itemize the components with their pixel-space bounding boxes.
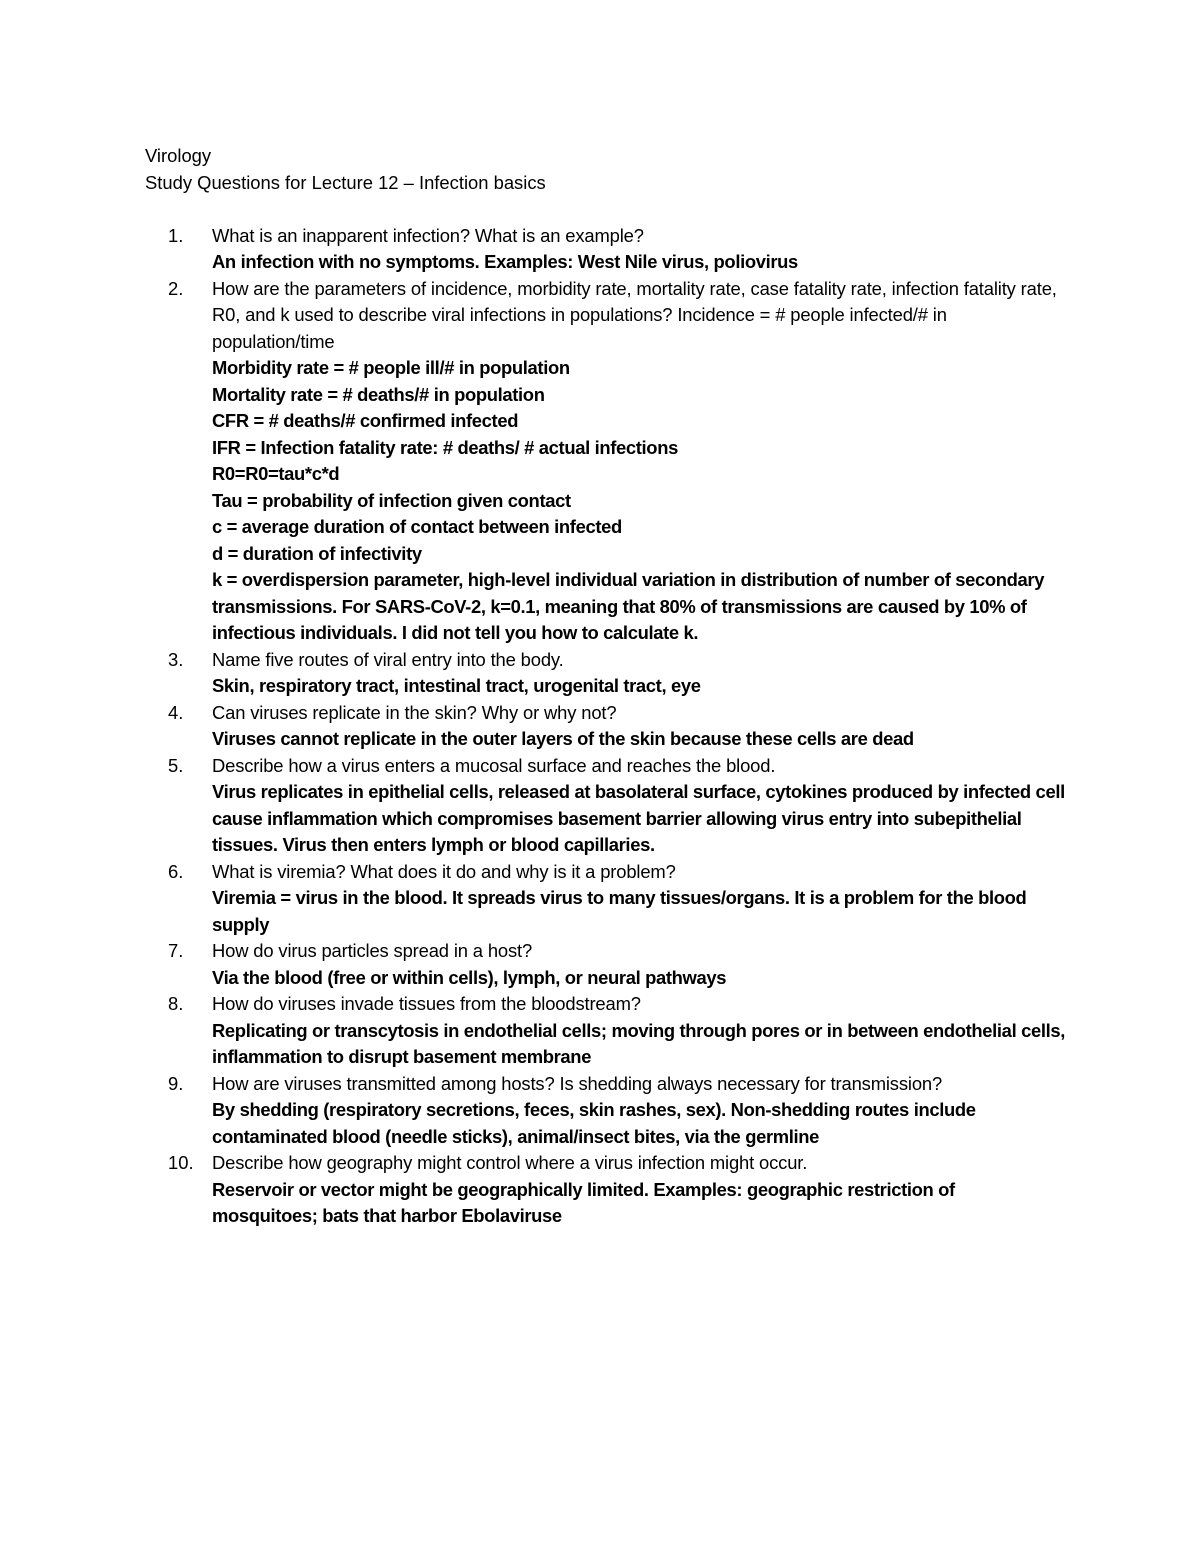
question-text: What is viremia? What does it do and why is it a problem?	[212, 860, 676, 882]
answer-text: Via the blood (free or within cells), lymph, or neural pathways	[212, 966, 727, 988]
course-title: Virology	[145, 145, 212, 166]
question-text: How are viruses transmitted among hosts? Is shedding always necessary for transmission?	[212, 1072, 943, 1094]
answer-text: Mortality rate = # deaths/# in population	[212, 383, 545, 405]
question-item	[145, 276, 1065, 647]
question-item	[145, 859, 1065, 939]
question-item	[145, 1071, 1065, 1151]
question-text: Name five routes of viral entry into the body.	[212, 648, 564, 670]
answer-text: Viruses cannot replicate in the outer layers of the skin because these cells are dead	[212, 728, 914, 749]
question-item	[145, 991, 1065, 1071]
answer-text: c = average duration of contact between infected	[212, 516, 622, 537]
question-text: Can viruses replicate in the skin? Why or why not?	[212, 701, 617, 723]
question-text: How are the parameters of incidence, morbidity rate, mortality rate, case fatality rate, infection fatality rate, R0, and k used to describe viral infections in populations? Incidence = # people infected/# in population/time	[212, 277, 1057, 352]
question-text: Describe how geography might control where a virus infection might occur.	[212, 1152, 808, 1173]
answer-text: IFR = Infection fatality rate: # deaths/ # actual infections	[212, 436, 678, 458]
document-content	[145, 143, 1065, 1230]
answer-text: CFR = # deaths/# confirmed infected	[212, 410, 519, 431]
question-text: How do viruses invade tissues from the bloodstream?	[212, 993, 641, 1014]
question-text: How do virus particles spread in a host?	[212, 940, 533, 961]
answer-text: Virus replicates in epithelial cells, released at basolateral surface, cytokines produced by infected cell cause inflammation which compromises basement barrier allowing virus entry into subepithelial tissues. Virus then enters lymph or blood capillaries.	[212, 781, 1065, 855]
answer-text: Tau = probability of infection given contact	[212, 489, 571, 511]
question-text: What is an inapparent infection? What is an example?	[212, 224, 644, 246]
question-number: 3.	[168, 648, 184, 670]
question-item	[145, 1150, 1065, 1230]
question-list	[145, 223, 1065, 1230]
question-item	[145, 647, 1065, 700]
blank-line	[145, 196, 1065, 223]
answer-text: k = overdispersion parameter, high-level individual variation in distribution of number of secondary transmissions. For SARS-CoV-2, k=0.1, meaning that 80% of transmissions are caused by 10% of infectious individuals. I did not tell you how to calculate k.	[212, 569, 1045, 643]
question-number: 9.	[168, 1072, 184, 1094]
question-item	[145, 700, 1065, 753]
answer-text: An infection with no symptoms. Examples: West Nile virus, poliovirus	[212, 251, 798, 272]
question-number: 6.	[168, 860, 184, 882]
answer-text: Replicating or transcytosis in endothelial cells; moving through pores or in between endothelial cells, inflammation to disrupt basement membrane	[212, 1019, 1065, 1067]
answer-text: By shedding (respiratory secretions, feces, skin rashes, sex). Non-shedding routes include contaminated blood (needle sticks), animal/insect bites, via the germline	[212, 1099, 976, 1147]
question-number: 4.	[168, 701, 184, 723]
question-number: 1.	[168, 224, 184, 246]
answer-text: R0=R0=tau*c*d	[212, 463, 340, 484]
answer-text: d = duration of infectivity	[212, 542, 422, 564]
answer-text: Skin, respiratory tract, intestinal tract, urogenital tract, eye	[212, 675, 701, 696]
answer-text: Viremia = virus in the blood. It spreads virus to many tissues/organs. It is a problem for the blood supply	[212, 887, 1027, 935]
question-item	[145, 938, 1065, 991]
document-subtitle: Study Questions for Lecture 12 – Infection basics	[145, 171, 546, 193]
answer-text: Reservoir or vector might be geographically limited. Examples: geographic restriction of mosquitoes; bats that harbor Ebolaviruse	[212, 1178, 955, 1226]
question-number: 8.	[168, 993, 184, 1014]
question-number: 7.	[168, 940, 184, 961]
question-item	[145, 753, 1065, 859]
question-number: 10.	[168, 1152, 194, 1173]
question-item	[145, 223, 1065, 276]
answer-text: Morbidity rate = # people ill/# in population	[212, 357, 570, 378]
question-text: Describe how a virus enters a mucosal surface and reaches the blood.	[212, 754, 776, 776]
question-number: 5.	[168, 754, 184, 776]
question-number: 2.	[168, 277, 184, 299]
